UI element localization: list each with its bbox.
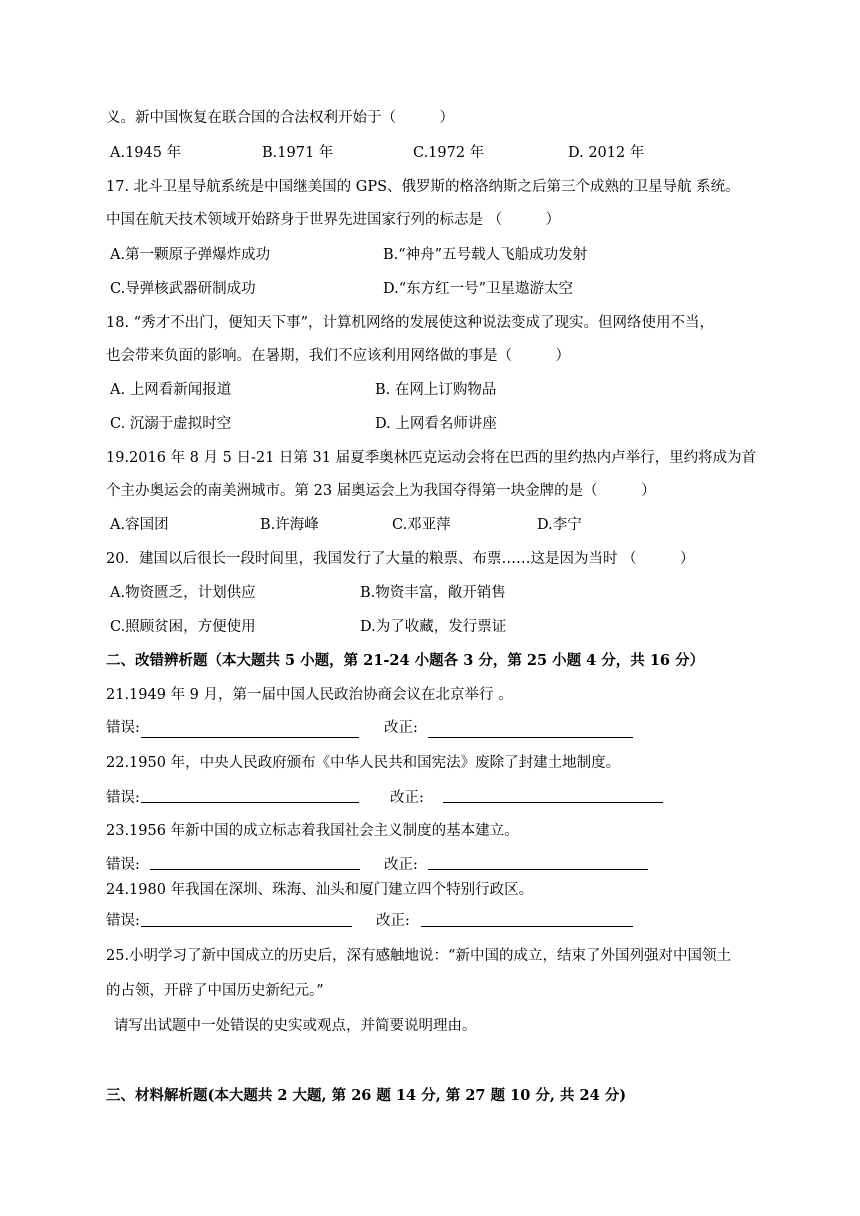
q21-correction-blank[interactable] xyxy=(428,737,633,738)
q19-option-d: D.李宁 xyxy=(537,517,582,533)
q17-line1: 17. 北斗卫星导航系统是中国继美国的 GPS、俄罗斯的格洛纳斯之后第三个成熟的卫星导航 系统。 xyxy=(106,179,740,195)
q17-option-a: A.第一颗原子弹爆炸成功 xyxy=(110,247,271,263)
q25-line1: 25.小明学习了新中国成立的历史后，深有感触地说：“新中国的成立，结束了外国列强对中国领土 xyxy=(106,948,731,964)
q16-option-d: D. 2012 年 xyxy=(568,145,645,161)
q19-line1: 19.2016 年 8 月 5 日-21 日第 31 届夏季奥林匹克运动会将在巴西的里约热内卢举行，里约将成为首 xyxy=(106,450,757,466)
q17-line2: 中国在航天技术领域开始跻身于世界先进国家行列的标志是 （ ） xyxy=(106,212,561,228)
section2-title: 二、改错辨析题（本大题共 5 小题，第 21-24 小题各 3 分，第 25 小题 4 分，共 16 分） xyxy=(106,652,705,669)
q17-option-d: D.“东方红一号”卫星遨游太空 xyxy=(383,281,574,297)
q22-correction-label: 改正: xyxy=(390,790,424,806)
q17-option-c: C.导弹核武器研制成功 xyxy=(110,281,256,297)
q23-error-label: 错误: xyxy=(106,857,140,873)
q18-option-d: D. 上网看名师讲座 xyxy=(375,416,497,432)
q18-line2: 也会带来负面的影响。在暑期，我们不应该利用网络做的事是（ ） xyxy=(106,348,570,364)
q18-line1: 18. “秀才不出门，便知天下事”，计算机网络的发展使这种说法变成了现实。但网络使用不当， xyxy=(106,315,714,331)
q24-correction-label: 改正: xyxy=(376,913,410,929)
q25-line3: 请写出试题中一处错误的史实或观点，并简要说明理由。 xyxy=(114,1018,477,1034)
q23-correction-blank[interactable] xyxy=(428,869,648,870)
q19-option-a: A.容国团 xyxy=(110,517,169,533)
q16-option-c: C.1972 年 xyxy=(413,145,485,161)
q19-option-c: C.邓亚萍 xyxy=(392,517,451,533)
q16-option-a: A.1945 年 xyxy=(110,145,182,161)
q23-error-blank[interactable] xyxy=(150,869,360,870)
q20-option-c: C.照顾贫困，方便使用 xyxy=(110,619,256,635)
q16-option-b: B.1971 年 xyxy=(262,145,334,161)
q22-text: 22.1950 年，中央人民政府颁布《中华人民共和国宪法》废除了封建土地制度。 xyxy=(106,755,621,771)
q21-error-label: 错误: xyxy=(106,720,140,736)
q19-option-b: B.许海峰 xyxy=(260,517,319,533)
q24-error-blank[interactable] xyxy=(141,926,352,927)
q20-option-a: A.物资匮乏，计划供应 xyxy=(110,585,256,601)
q21-correction-label: 改正: xyxy=(384,720,418,736)
q16-text: 义。新中国恢复在联合国的合法权利开始于（ ） xyxy=(106,110,454,126)
q24-correction-blank[interactable] xyxy=(421,926,633,927)
q22-error-blank[interactable] xyxy=(141,802,359,803)
q21-text: 21.1949 年 9 月，第一届中国人民政治协商会议在北京举行 。 xyxy=(106,687,513,703)
q24-text: 24.1980 年我国在深圳、珠海、汕头和厦门建立四个特别行政区。 xyxy=(106,882,534,898)
q20-option-d: D.为了收藏，发行票证 xyxy=(360,619,507,635)
q21-error-blank[interactable] xyxy=(141,737,359,738)
q19-line2: 个主办奥运会的南美洲城市。第 23 届奥运会上为我国夺得第一块金牌的是（ ） xyxy=(106,483,656,499)
section3-title: 三、材料解析题(本大题共 2 大题, 第 26 题 14 分, 第 27 题 10 分, 共 24 分) xyxy=(106,1087,627,1104)
q18-option-c: C. 沉溺于虚拟时空 xyxy=(110,416,232,432)
q18-option-b: B. 在网上订购物品 xyxy=(375,382,497,398)
q24-error-label: 错误: xyxy=(106,913,140,929)
q25-line2: 的占领，开辟了中国历史新纪元。” xyxy=(106,983,324,999)
q22-correction-blank[interactable] xyxy=(443,802,663,803)
q22-error-label: 错误: xyxy=(106,790,140,806)
q23-correction-label: 改正: xyxy=(384,857,418,873)
q23-text: 23.1956 年新中国的成立标志着我国社会主义制度的基本建立。 xyxy=(106,823,519,839)
q20-line1: 20．建国以后很长一段时间里，我国发行了大量的粮票、布票……这是因为当时 （ ） xyxy=(106,551,695,567)
q20-option-b: B.物资丰富，敞开销售 xyxy=(360,585,506,601)
q17-option-b: B.“神舟”五号载人飞船成功发射 xyxy=(383,247,588,263)
q18-option-a: A. 上网看新闻报道 xyxy=(110,382,232,398)
